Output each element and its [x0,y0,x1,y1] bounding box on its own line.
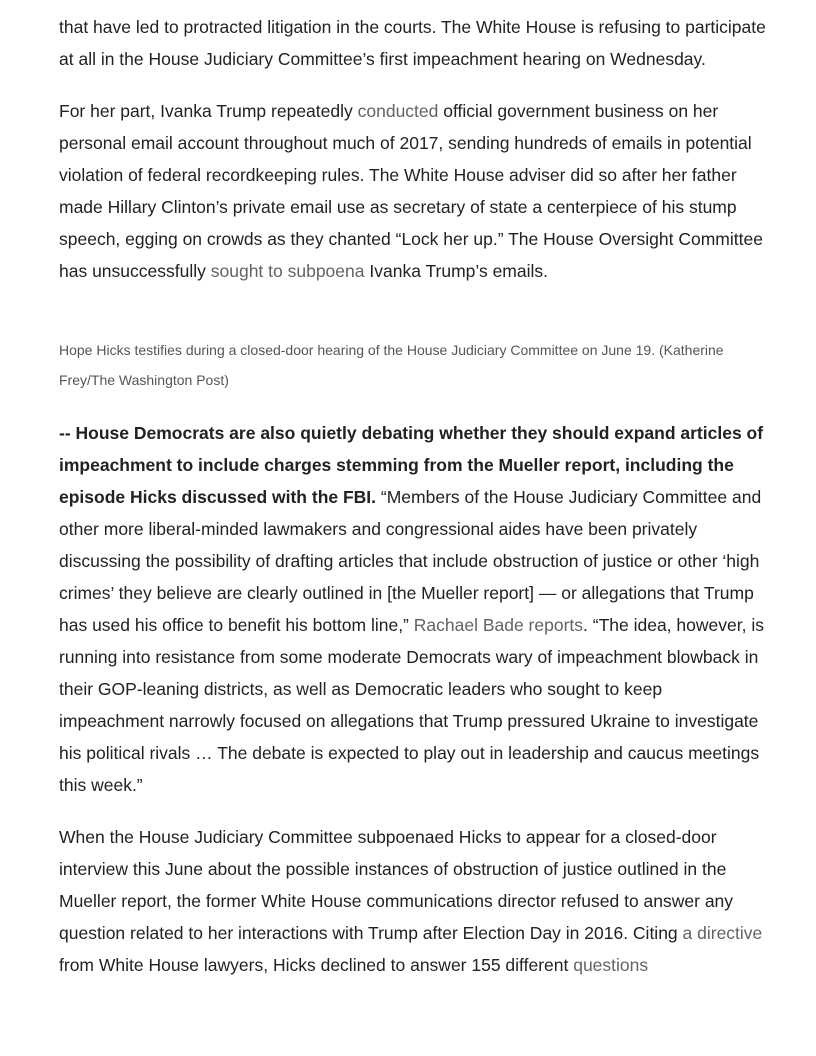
link-questions[interactable]: questions [573,955,649,975]
photo-placeholder [59,287,771,335]
paragraph-litigation [59,11,771,75]
paragraph-ivanka-email [59,95,771,287]
link-a-directive[interactable]: a directive [682,923,763,943]
paragraph-ivanka-text-middle: official government business on her personal email account throughout much of 2017, sending hundreds of emails in potential violation of federal recordkeeping rules. The White House adviser did so after her father made Hillary Clinton’s private email use as secretary of state a centerpiece of his stump speech, egging on crowds as they chanted “Lock her up.” The House Oversight Committee has unsuccessfully [59,101,763,281]
link-rachael-bade-reports[interactable]: Rachael Bade reports [413,615,584,635]
paragraph-litigation-text: that have led to protracted litigation in the courts. The White House is refusing to participate at all in the House Judiciary Committee’s first impeachment hearing on Wednesday. [59,17,766,69]
paragraph-democrats-lead: -- House Democrats are also quietly debating whether they should expand articles of impeachment to include charges stemming from the Mueller report, including the episode Hicks discussed with the FBI. [59,423,764,507]
paragraph-ivanka-text-end: Ivanka Trump’s emails. [364,261,548,281]
article-body [59,11,771,981]
paragraph-hicks-text-start: When the House Judiciary Committee subpoenaed Hicks to appear for a closed-door interview this June about the possible instances of obstruction of justice outlined in the Mueller report, the former White House communications director refused to answer any question related to her interactions with Trump after Election Day in 2016. Citing [59,827,734,943]
paragraph-house-democrats [59,417,771,801]
paragraph-democrats-text-start: “Members of the House Judiciary Committee and other more liberal-minded lawmakers and congressional aides have been privately discussing the possibility of drafting articles that include obstruction of justice or other ‘high crimes’ they believe are clearly outlined in [the Mueller report] — or allegations that Trump has used his office to benefit his bottom line,” [59,487,762,635]
paragraph-hicks-subpoena [59,821,771,981]
photo-caption: Hope Hicks testifies during a closed-door hearing of the House Judiciary Committee on June 19. (Katherine Frey/The Washington Post) [59,342,724,388]
paragraph-democrats-text-end: . “The idea, however, is running into resistance from some moderate Democrats wary of impeachment blowback in their GOP-leaning districts, as well as Democratic leaders who sought to keep impeachment narrowly focused on allegations that Trump pressured Ukraine to investigate his political rivals … The debate is expected to play out in leadership and caucus meetings this week.” [59,615,764,795]
paragraph-hicks-text-middle: from White House lawyers, Hicks declined to answer 155 different [59,955,574,975]
link-sought-to-subpoena[interactable]: sought to subpoena [210,261,365,281]
paragraph-ivanka-text-start: For her part, Ivanka Trump repeatedly [59,101,358,121]
link-conducted[interactable]: conducted [357,101,439,121]
